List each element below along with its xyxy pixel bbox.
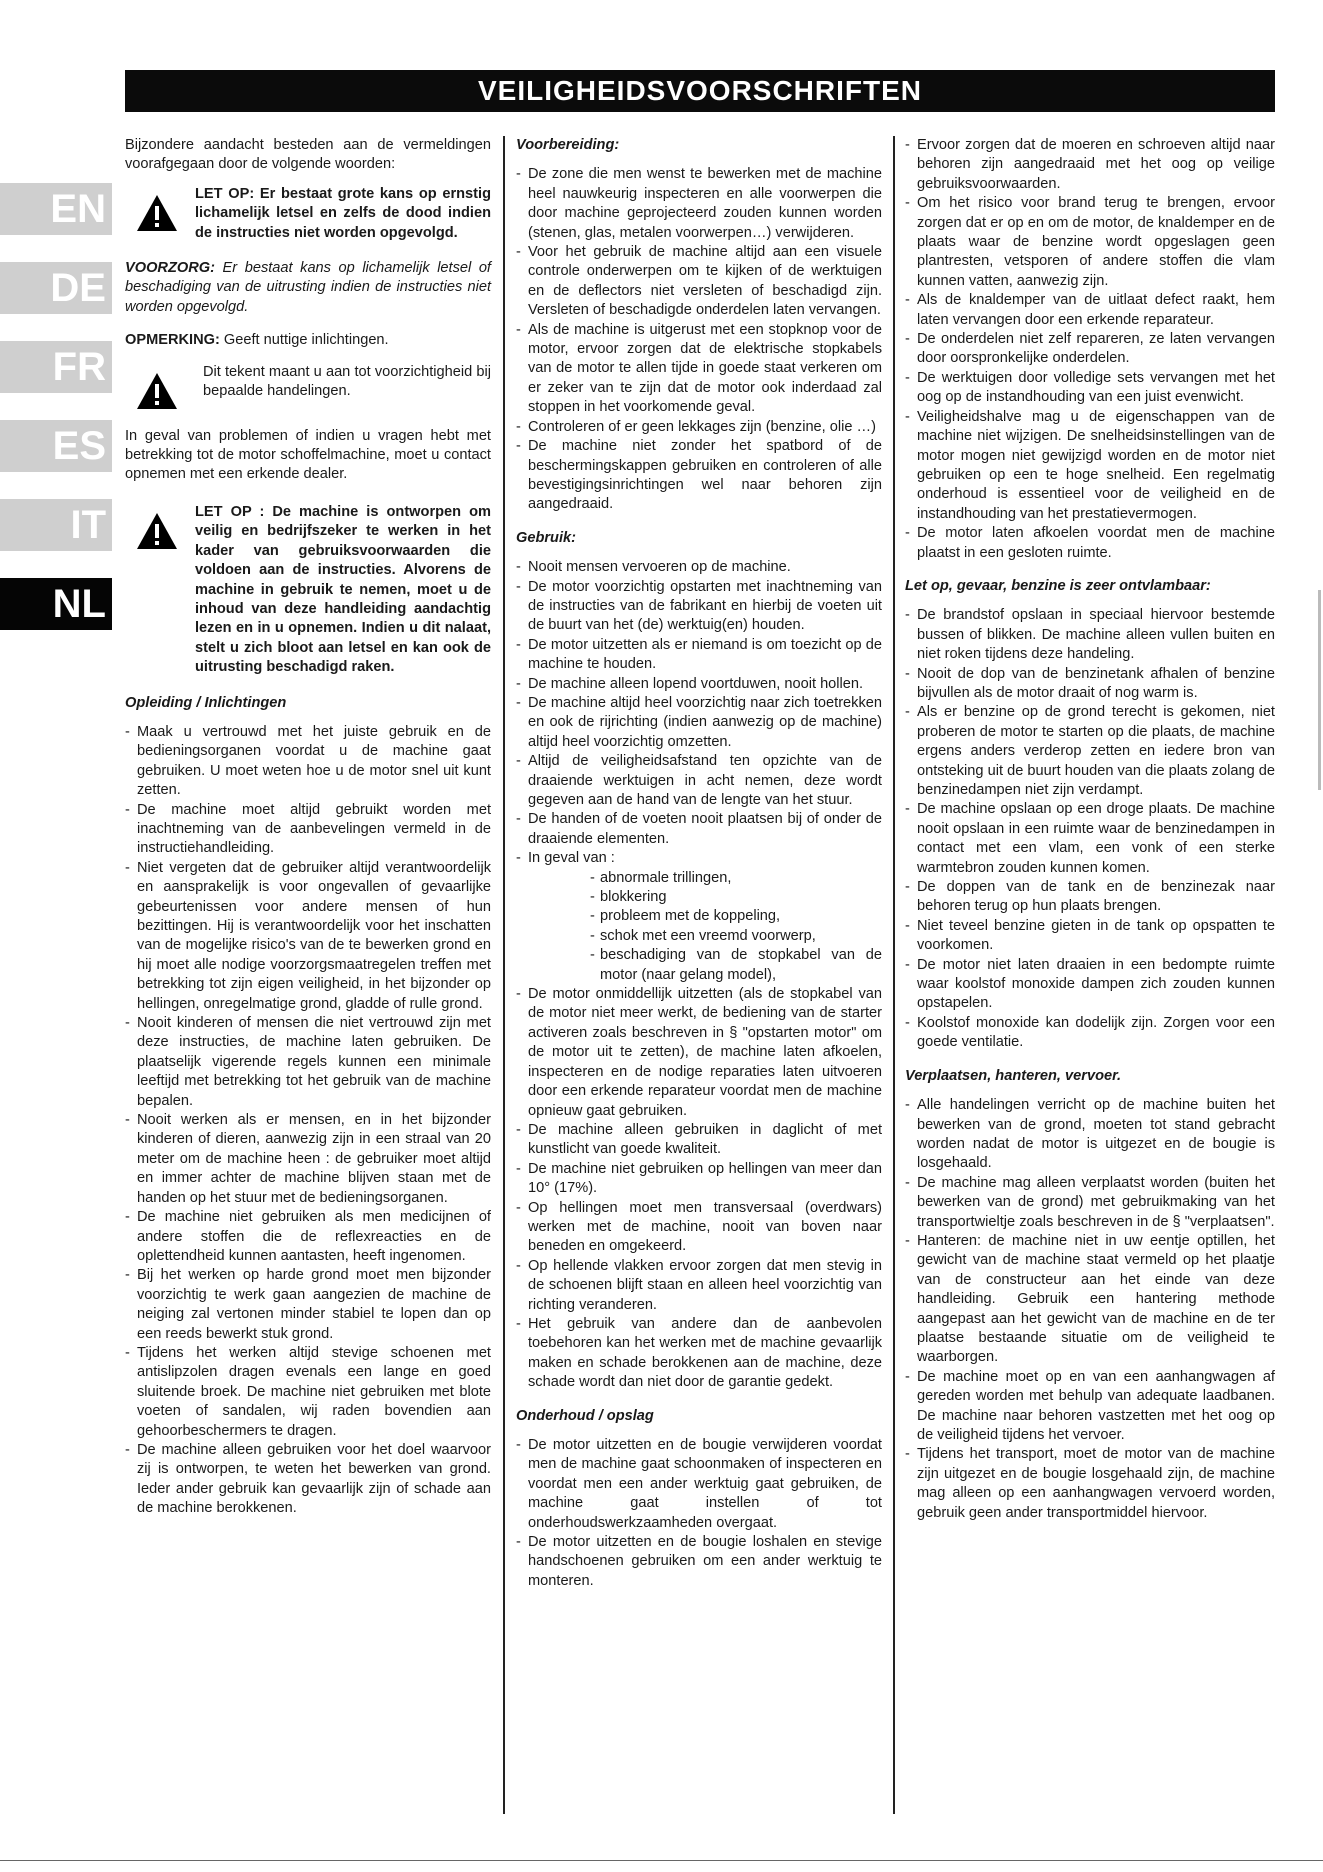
section-heading-verplaatsen: Verplaatsen, hanteren, vervoer.	[905, 1067, 1122, 1084]
list-item: - Tijdens het werken altijd stevige schoenen met antislipzolen dragen evenals een lange en goed sluitende broek. De machine niet gebruiken met blote voeten of sandalen, wij raden bovendien aan gehoorbeschermers te dragen.	[125, 1344, 491, 1441]
list-item: - De machine altijd heel voorzichtig naar zich toetrekken en ook de rijrichting (indien aanwezig op de machine) altijd heel voorzichtig omzetten.	[516, 694, 882, 752]
section-heading-gebruik: Gebruik:	[516, 529, 577, 546]
list-item: - De machine niet gebruiken als men medicijnen of andere stoffen die de reflexreacties en de oplettendheid kunnen aantasten, heeft ingenomen.	[125, 1208, 491, 1266]
list-item: - De brandstof opslaan in speciaal hiervoor bestemde bussen of blikken. De machine alleen vullen buiten en niet roken tijdens deze handeling.	[905, 606, 1275, 664]
list-item: - Voor het gebruik de machine altijd aan een visuele controle onderwerpen om te kijken of de werktuigen en de deflectors niet versleten of beschadigd zijn. Versleten of beschadigde onderdelen laten vervangen.	[516, 243, 882, 321]
caution-note: Dit tekent maant u aan tot voorzichtigheid bij bepaalde handelingen.	[203, 363, 491, 400]
list-item: - Nooit kinderen of mensen die niet vertrouwd zijn met deze instructies, de machine laten gebruiken. De plaatselijk vigerende regels kunnen een minimale leeftijd met betrekking tot het gebruik van de machine bepalen.	[125, 1014, 491, 1111]
verplaatsen-list	[905, 1096, 1275, 1523]
list-item: - De machine niet gebruiken op hellingen van meer dan 10° (17%).	[516, 1160, 882, 1199]
list-item: - De doppen van de tank en de benzinezak naar behoren terug op hun plaats brengen.	[905, 878, 1275, 917]
intro-text: Bijzondere aandacht besteden aan de vermeldingen voorafgegaan door de volgende woorden:	[125, 137, 491, 173]
list-item: - De motor uitzetten en de bougie verwijderen voordat men de machine gaat schoonmaken of inspecteren en voordat men een ander werktuig gaat gebruiken, de machine gaat instellen of tot onderhoudswerkzaamheden overgaat.	[516, 1436, 882, 1533]
list-item: - Als de knaldemper van de uitlaat defect raakt, hem laten vervangen door een erkende reparateur.	[905, 291, 1275, 330]
list-item: - Als er benzine op de grond terecht is gekomen, niet proberen de motor te starten op die plaats, de machine ergens anders verderop zetten en iedere bron van ontsteking uit de buurt houden van die plaats zolang de benzinedampen niet zijn verdampt.	[905, 703, 1275, 800]
warning-triangle-icon	[135, 371, 179, 411]
language-tab-en[interactable]: EN	[0, 183, 112, 235]
voorbereiding-list	[516, 165, 882, 514]
list-item: - Niet vergeten dat de gebruiker altijd verantwoordelijk en aansprakelijk is voor ongevallen of gevaarlijke gebeurtenissen voor andere mensen of hun bezittingen. Hij is verantwoordelijk voor het inschatten van de mogelijke risico's van de te bewerken grond en hij moet alle nodige voorzorgsmaatregelen treffen met betrekking tot zijn eigen veiligheid, in het bijzonder op hellingen, onregelmatige grond, gladde of rulle grond.	[125, 859, 491, 1014]
list-item: - De motor uitzetten als er niemand is om toezicht op de machine te houden.	[516, 636, 882, 675]
list-item: - Tijdens het transport, moet de motor van de machine zijn uitgezet en de bougie losgehaald zijn, de machine mag alleen op een aanhangwagen vervoerd worden, gebruik geen ander transportmiddel hiervoor.	[905, 1445, 1275, 1523]
list-item: - Veiligheidshalve mag u de eigenschappen van de machine niet wijzigen. De snelheidsinstellingen van de motor mogen niet gewijzigd worden en de motor niet gebruiken op een te hoge snelheid. Een regelmatig onderhoud is essentieel voor de veiligheid en de instandhouding van het prestatievermogen.	[905, 408, 1275, 524]
list-item: - In geval van :	[516, 849, 882, 868]
list-item: - Bij het werken op harde grond moet men bijzonder voorzichtig te werk gaan aangezien de machine de neiging zal vertonen minder stabiel te lopen dan op een reeds bewerkt stuk grond.	[125, 1266, 491, 1344]
gebruik-sublist	[516, 869, 882, 985]
section-heading-benzine: Let op, gevaar, benzine is zeer ontvlambaar:	[905, 577, 1211, 594]
sub-list-item: - beschadiging van de stopkabel van de motor (naar gelang model),	[590, 946, 882, 985]
language-tab-de[interactable]: DE	[0, 262, 112, 314]
opleiding-list	[125, 723, 491, 1519]
section-heading-voorbereiding: Voorbereiding:	[516, 137, 620, 153]
list-item: - De motor laten afkoelen voordat men de machine plaatst in een gesloten ruimte.	[905, 524, 1275, 563]
list-item: - Op hellende vlakken ervoor zorgen dat men stevig in de schoenen blijft staan en alleen heel voorzichtig van richting veranderen.	[516, 1257, 882, 1315]
list-item: - De machine alleen lopend voortduwen, nooit hollen.	[516, 675, 882, 694]
list-item: - De motor niet laten draaien in een bedompte ruimte waar koolstof monoxide dampen zich zouden kunnen opstapelen.	[905, 956, 1275, 1014]
let-op-warning: LET OP: Er bestaat grote kans op ernstig lichamelijk letsel en zelfs de dood indien de instructies niet worden opgevolgd.	[195, 185, 491, 241]
list-item: - Maak u vertrouwd met het juiste gebruik en de bedieningsorganen voordat u de machine gaat gebruiken. U moet weten hoe u de motor snel uit kunt zetten.	[125, 723, 491, 801]
list-item: - Hanteren: de machine niet in uw eentje optillen, het gewicht van de machine staat vermeld op het plaatje van de constructeur aan het einde van deze handleiding. Gebruik een hantering methode aangepast aan het gewicht van de machine en de ter plaatse bestaande situatie om de veiligheid te waarborgen.	[905, 1232, 1275, 1368]
list-item: - De machine moet op en van een aanhangwagen af gereden worden met behulp van adequate laadbanen. De machine naar behoren vastzetten met het oog op de veiligheid tijdens het vervoer.	[905, 1368, 1275, 1446]
list-item: - De werktuigen door volledige sets vervangen met het oog op de instandhouding van een juist evenwicht.	[905, 369, 1275, 408]
warning-block	[125, 185, 491, 243]
section-heading-opleiding: Opleiding / Inlichtingen	[125, 694, 287, 711]
let-op-machine-warning: LET OP : De machine is ontworpen om veilig en bedrijfszeker te werken in het kader van gebruiksvoorwaarden die voldoen aan de instructies. Alvorens de machine in gebruik te nemen, moet u de inhoud van deze handleiding aandachtig lezen en in u opnemen. Indien u dit nalaat, stelt u zich bloot aan letsel en kan ook de uitrusting beschadigd raken.	[195, 503, 491, 676]
list-item: - De machine mag alleen verplaatst worden (buiten het bewerken van de grond) met gebruikmaking van het transportwieltje zoals beschreven in de § "verplaatsen".	[905, 1174, 1275, 1232]
list-item: - Nooit mensen vervoeren op de machine.	[516, 558, 882, 577]
language-tab-fr[interactable]: FR	[0, 341, 112, 393]
list-item: - De onderdelen niet zelf repareren, ze laten vervangen door oorspronkelijke onderdelen.	[905, 330, 1275, 369]
list-item: - Controleren of er geen lekkages zijn (benzine, olie …)	[516, 418, 882, 437]
dealer-paragraph: In geval van problemen of indien u vragen hebt met betrekking tot de motor schoffelmachine, moet u contact opnemen met een erkende dealer.	[125, 427, 491, 483]
list-item: - De zone die men wenst te bewerken met de machine heel nauwkeurig inspecteren en alle voorwerpen die door machine geprojecteerd zouden kunnen worden (stenen, glas, metalen voorwerpen…) verwijderen.	[516, 165, 882, 243]
column-right	[905, 136, 1275, 1523]
list-item: - De machine alleen gebruiken voor het doel waarvoor zij is ontworpen, te weten het bewerken van grond. Ieder ander gebruik kan gevaarlijk zijn of schade aan de machine berokkenen.	[125, 1441, 491, 1519]
warning-block	[125, 503, 491, 678]
list-item: - Nooit werken als er mensen, en in het bijzonder kinderen of dieren, aanwezig zijn in een straal van 20 meter om de machine heen : de gebruiker moet altijd en immer achter de machine blijven staan met de handen op het stuur met de bedieningsorganen.	[125, 1111, 491, 1208]
list-item: - Het gebruik van andere dan de aanbevolen toebehoren kan het werken met de machine gevaarlijk maken en schade berokkenen aan de machine, deze schade wordt dan niet door de garantie gedekt.	[516, 1315, 882, 1393]
column-left	[125, 136, 491, 1519]
list-item: - Ervoor zorgen dat de moeren en schroeven altijd naar behoren zijn aangedraaid met het oog op veilige gebruiksvoorwaarden.	[905, 136, 1275, 194]
list-item: - De machine niet zonder het spatbord of de beschermingskappen gebruiken en controleren of alle bevestigingsinrichtingen wel naar behoren zijn aangedraaid.	[516, 437, 882, 515]
onderhoud-list-continued	[905, 136, 1275, 563]
page-header	[125, 70, 1275, 112]
list-item: - Nooit de dop van de benzinetank afhalen of benzine bijvullen als de motor draait of nog warm is.	[905, 665, 1275, 704]
list-item: - Altijd de veiligheidsafstand ten opzichte van de draaiende werktuigen in acht nemen, deze wordt gegeven aan de hand van de lengte van het stuur.	[516, 752, 882, 810]
column-middle	[516, 136, 882, 1591]
list-item: - De motor uitzetten en de bougie loshalen en stevige handschoenen gebruiken om een ander werktuig te monteren.	[516, 1533, 882, 1591]
list-item: - De handen of de voeten nooit plaatsen bij of onder de draaiende elementen.	[516, 810, 882, 849]
opmerking-text: Geeft nuttige inlichtingen.	[219, 332, 389, 349]
column-divider	[503, 136, 505, 1814]
gebruik-list	[516, 558, 882, 869]
page-title: VEILIGHEIDSVOORSCHRIFTEN	[477, 75, 923, 106]
language-tab-it[interactable]: IT	[0, 499, 112, 551]
gebruik-list-continued	[516, 985, 882, 1393]
language-tab-es[interactable]: ES	[0, 420, 112, 472]
column-divider	[893, 136, 895, 1814]
opmerking-paragraph	[125, 331, 491, 350]
list-item: - De motor voorzichtig opstarten met inachtneming van de instructies van de fabrikant en hierbij de voeten uit de buurt van het (de) werktuig(en) houden.	[516, 578, 882, 636]
list-item: - De motor onmiddellijk uitzetten (als de stopkabel van de motor niet meer werkt, de bediening van de starter activeren zoals beschreven in § "opstarten motor" om de motor uit te zetten), de machine laten afkoelen, inspecteren en de nodige reparaties laten uitvoeren door een erkende reparateur voordat men de machine opnieuw gaat gebruiken.	[516, 985, 882, 1121]
sub-list-item: - abnormale trillingen,	[590, 869, 882, 888]
voorzorg-text: Er bestaat kans op lichamelijk letsel of beschadiging van de uitrusting indien de instructies niet worden opgevolgd.	[125, 260, 491, 315]
benzine-list	[905, 606, 1275, 1052]
list-item: - Koolstof monoxide kan dodelijk zijn. Zorgen voor een goede ventilatie.	[905, 1014, 1275, 1053]
language-tab-nl[interactable]: NL	[0, 578, 112, 630]
sub-list-item: - schok met een vreemd voorwerp,	[590, 927, 882, 946]
list-item: - De machine moet altijd gebruikt worden met inachtneming van de aanbevelingen vermeld in de instructiehandleiding.	[125, 801, 491, 859]
list-item: - Alle handelingen verricht op de machine buiten het bewerken van de grond, moeten tot stand gebracht worden nadat de motor is uitgezet en de bougie is losgehaald.	[905, 1096, 1275, 1174]
warning-triangle-icon	[135, 511, 179, 551]
section-heading-onderhoud: Onderhoud / opslag	[516, 1407, 654, 1424]
sub-list-item: - probleem met de koppeling,	[590, 907, 882, 926]
caution-block	[125, 363, 491, 411]
page-edge-mark	[1318, 590, 1321, 790]
onderhoud-list	[516, 1436, 882, 1591]
voorzorg-paragraph	[125, 259, 491, 317]
list-item: - Niet teveel benzine gieten in de tank op opspatten te voorkomen.	[905, 917, 1275, 956]
list-item: - Op hellingen moet men transversaal (overdwars) werken met de machine, nooit van boven naar beneden en omgekeerd.	[516, 1199, 882, 1257]
footer-rule	[0, 1860, 1323, 1861]
voorzorg-label: VOORZORG:	[125, 260, 215, 277]
sub-list-item: - blokkering	[590, 888, 882, 907]
opmerking-label: OPMERKING:	[125, 332, 220, 349]
warning-triangle-icon	[135, 193, 179, 233]
list-item: - Als de machine is uitgerust met een stopknop voor de motor, ervoor zorgen dat de elektrische stopkabels van de motor te allen tijde in goede staat verkeren om er zeker van te zijn dat de motor ook inderdaad zal stoppen in het voorkomende geval.	[516, 321, 882, 418]
list-item: - Om het risico voor brand terug te brengen, ervoor zorgen dat er op en om de motor, de knaldemper en de plaats waar de benzine wordt opgeslagen geen plantresten, vetsporen of andere stoffen die vlam kunnen vatten, aanwezig zijn.	[905, 194, 1275, 291]
list-item: - De machine alleen gebruiken in daglicht of met kunstlicht van goede kwaliteit.	[516, 1121, 882, 1160]
list-item: - De machine opslaan op een droge plaats. De machine nooit opslaan in een ruimte waar de benzinedampen in contact met een vlam, een vonk of een sterke warmtebron zouden kunnen komen.	[905, 800, 1275, 878]
